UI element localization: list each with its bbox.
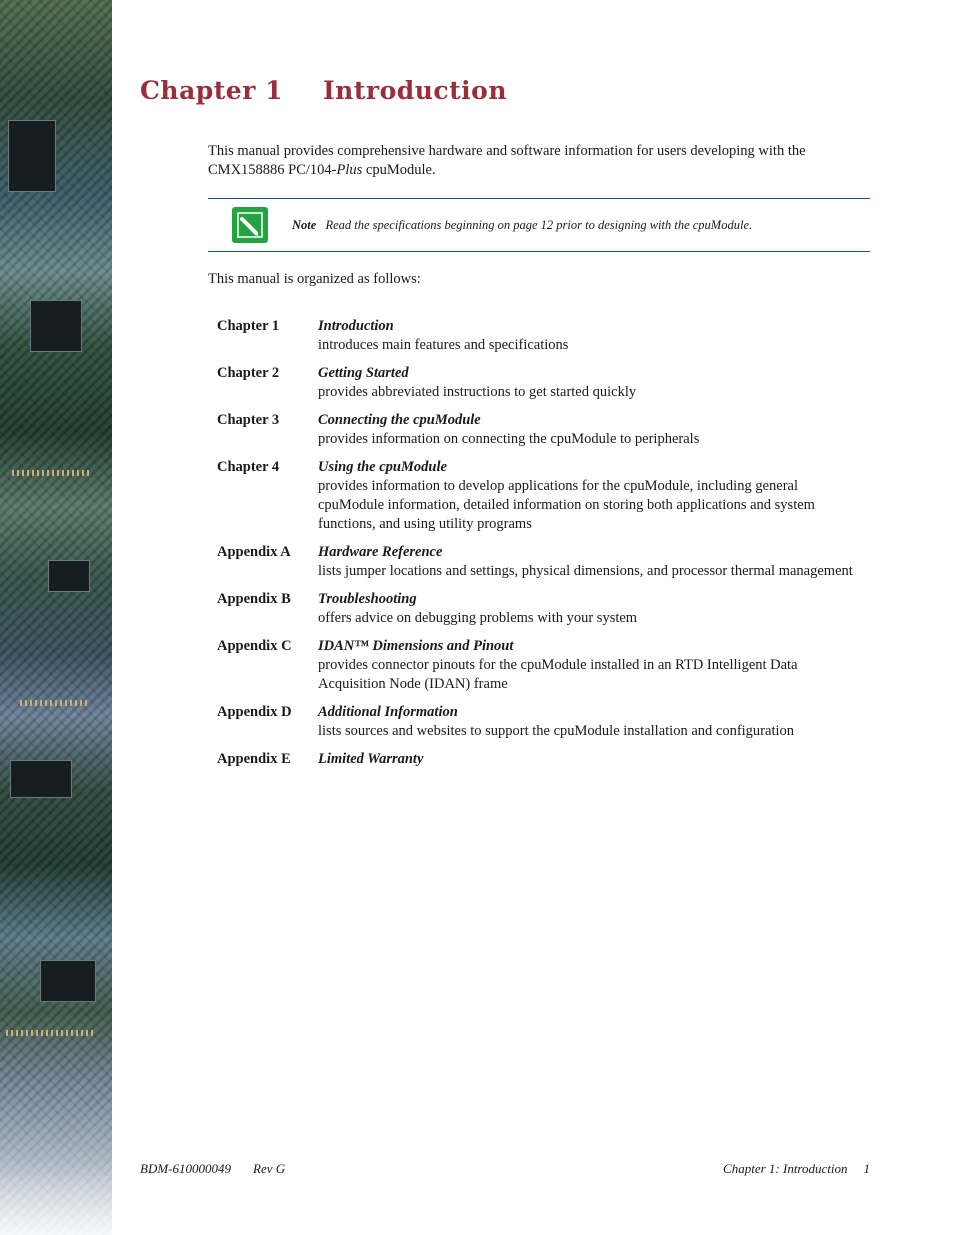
list-item [217, 317, 857, 355]
chapter-list [217, 317, 857, 778]
chapter-number: Chapter 1 [140, 76, 283, 105]
side-photo-strip [0, 0, 112, 1235]
list-item [217, 543, 857, 581]
toc-key: Chapter 3 [217, 412, 280, 428]
toc-desc: introduces main features and specifications [318, 337, 569, 353]
footer-left [140, 1161, 285, 1177]
toc-key: Appendix D [217, 704, 292, 720]
toc-key: Chapter 2 [217, 365, 280, 381]
toc-title: Troubleshooting [318, 591, 417, 607]
toc-desc: lists sources and websites to support the cpuModule installation and configuration [318, 723, 795, 739]
page-number: 1 [863, 1161, 870, 1176]
footer-right [723, 1161, 870, 1177]
toc-desc: provides abbreviated instructions to get started quickly [318, 384, 637, 400]
intro-text-2: cpuModule. [362, 162, 436, 178]
circuit-chip-decor [30, 300, 82, 352]
circuit-chip-decor [10, 760, 72, 798]
toc-title: Getting Started [318, 365, 409, 381]
toc-key: Appendix E [217, 751, 291, 767]
pin-header-decor [12, 470, 92, 476]
pin-header-decor [6, 1030, 96, 1036]
toc-title: Hardware Reference [318, 544, 443, 560]
circuit-chip-decor [40, 960, 96, 1002]
toc-key: Chapter 4 [217, 459, 280, 475]
list-item [217, 411, 857, 449]
list-item [217, 364, 857, 402]
organized-intro: This manual is organized as follows: [208, 271, 421, 287]
list-item [217, 458, 857, 534]
note-text [292, 218, 752, 233]
pin-header-decor [20, 700, 90, 706]
toc-desc: offers advice on debugging problems with your system [318, 610, 638, 626]
toc-key: Appendix B [217, 591, 291, 607]
list-item [217, 637, 857, 694]
toc-title: Limited Warranty [318, 751, 424, 767]
intro-italic: Plus [336, 162, 363, 178]
toc-title: Using the cpuModule [318, 459, 447, 475]
toc-desc: lists jumper locations and settings, physical dimensions, and processor thermal management [318, 563, 853, 579]
footer-doc-id: BDM-610000049 [140, 1161, 231, 1176]
toc-title: Introduction [318, 318, 394, 334]
toc-desc: provides information on connecting the cpuModule to peripherals [318, 431, 700, 447]
circuit-chip-decor [48, 560, 90, 592]
note-box [208, 198, 870, 252]
toc-title: Connecting the cpuModule [318, 412, 481, 428]
toc-desc: provides information to develop applications for the cpuModule, including general cpuModule information, detailed information on storing both applications and system functions, and using utility programs [318, 478, 815, 532]
note-body: Read the specifications beginning on page 12 prior to designing with the cpuModule. [325, 217, 753, 232]
toc-key: Appendix A [217, 544, 291, 560]
chapter-name: Introduction [322, 76, 508, 105]
toc-title: Additional Information [318, 704, 458, 720]
list-item [217, 590, 857, 628]
list-item [217, 703, 857, 741]
circuit-chip-decor [8, 120, 56, 192]
note-pencil-icon [232, 207, 268, 243]
page-title [140, 76, 507, 105]
toc-desc: provides connector pinouts for the cpuModule installed in an RTD Intelligent Data Acquisition Node (IDAN) frame [318, 657, 798, 692]
intro-text-1: This manual provides comprehensive hardware and software information for users developing with the CMX158886 PC/104- [208, 143, 806, 178]
toc-key: Appendix C [217, 638, 292, 654]
intro-paragraph [208, 142, 848, 180]
toc-title: IDAN™ Dimensions and Pinout [318, 638, 514, 654]
note-label: Note [292, 217, 317, 232]
footer-section: Chapter 1: Introduction [723, 1161, 848, 1176]
footer-revision: Rev G [253, 1161, 286, 1176]
toc-key: Chapter 1 [217, 318, 280, 334]
list-item [217, 750, 857, 769]
